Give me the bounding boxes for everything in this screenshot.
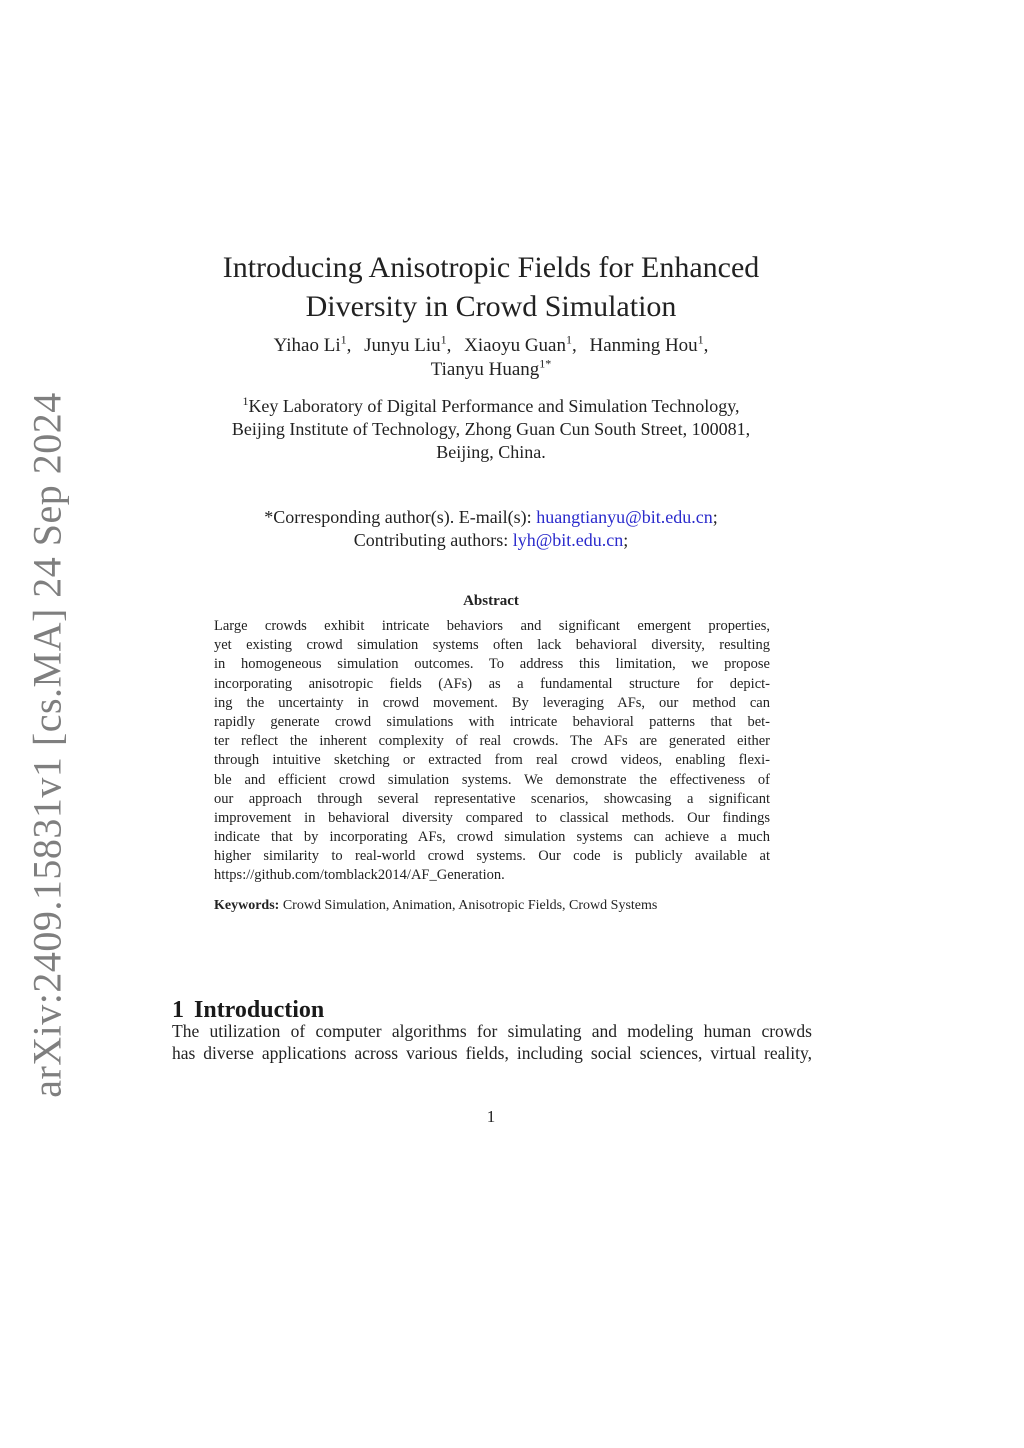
introduction-paragraph xyxy=(172,1020,812,1064)
author xyxy=(464,332,577,356)
affiliation xyxy=(0,395,982,464)
abstract-line: ing the uncertainty in crowd movement. By leveraging AFs, our method can xyxy=(214,694,770,711)
section-number: 1 xyxy=(172,996,184,1023)
paper-title xyxy=(0,248,982,326)
author xyxy=(364,332,452,356)
author-affiliation-mark: 1 xyxy=(697,332,704,347)
contributing-authors-line xyxy=(0,529,982,552)
section-title: Introduction xyxy=(194,996,325,1023)
abstract-line: our approach through several representative scenarios, showcasing a significant xyxy=(214,790,770,807)
abstract-line: ble and efficient crowd simulation systems. We demonstrate the effectiveness of xyxy=(214,771,770,788)
corresponding-email-link[interactable]: huangtianyu@bit.edu.cn xyxy=(536,507,713,527)
abstract-code-link[interactable]: https://github.com/tomblack2014/AF_Generation. xyxy=(214,867,505,884)
contributing-email-link[interactable]: lyh@bit.edu.cn xyxy=(512,530,624,550)
abstract-body xyxy=(214,617,770,886)
author-separator: , xyxy=(446,335,452,356)
author-name: Junyu Liu xyxy=(364,335,441,356)
affiliation-mark: 1 xyxy=(242,394,249,408)
author-separator: , xyxy=(703,335,709,356)
author xyxy=(430,356,552,380)
author-name: Yihao Li xyxy=(273,335,341,356)
contributing-label: Contributing authors: xyxy=(353,530,513,550)
abstract-line: yet existing crowd simulation systems often lack behavioral diversity, resulting xyxy=(214,637,770,654)
abstract-line: rapidly generate crowd simulations with intricate behavioral patterns that bet- xyxy=(214,713,770,730)
abstract-line: in homogeneous simulation outcomes. To address this limitation, we propose xyxy=(214,656,770,673)
abstract-line: incorporating anisotropic fields (AFs) as a fundamental structure for depict- xyxy=(214,675,770,692)
author-affiliation-mark: 1 xyxy=(340,332,347,347)
author-affiliation-mark: 1 xyxy=(440,332,447,347)
corresponding-author-line xyxy=(0,506,982,529)
abstract-line: through intuitive sketching or extracted from real crowd videos, enabling flexi- xyxy=(214,752,770,769)
title-line-1: Introducing Anisotropic Fields for Enhanced xyxy=(222,251,760,285)
arxiv-identifier-stamp: arXiv:2409.15831v1 [cs.MA] 24 Sep 2024 xyxy=(24,392,70,1098)
author-line-1 xyxy=(0,334,982,358)
affiliation-line-2: Beijing Institute of Technology, Zhong Guan Cun South Street, 100081, xyxy=(231,419,751,439)
author-separator: , xyxy=(346,335,352,356)
abstract-line: indicate that by incorporating AFs, crowd simulation systems can achieve a much xyxy=(214,829,770,846)
author-affiliation-mark: 1* xyxy=(539,356,552,371)
author-name: Xiaoyu Guan xyxy=(464,335,566,356)
author-separator: , xyxy=(571,335,577,356)
corresponding-label: *Corresponding author(s). E-mail(s): xyxy=(264,507,537,527)
paragraph-line: has diverse applications across various fields, including social sciences, virtual reality, xyxy=(172,1043,812,1063)
abstract-line: higher similarity to real-world crowd systems. Our code is publicly available at xyxy=(214,848,770,865)
author xyxy=(589,332,709,356)
abstract-line: ter reflect the inherent complexity of real crowds. The AFs are generated either xyxy=(214,733,770,750)
abstract-line: improvement in behavioral diversity compared to classical methods. Our findings xyxy=(214,809,770,826)
abstract-heading: Abstract xyxy=(463,593,519,609)
author-name: Tianyu Huang xyxy=(430,359,540,380)
author-list xyxy=(0,334,982,382)
affiliation-text: Key Laboratory of Digital Performance and Simulation Technology, xyxy=(248,396,740,416)
page-number: 1 xyxy=(486,1107,496,1126)
abstract-line: Large crowds exhibit intricate behaviors and significant emergent properties, xyxy=(214,618,770,634)
author-affiliation-mark: 1 xyxy=(565,332,572,347)
keywords xyxy=(214,898,657,914)
author-line-2 xyxy=(0,358,982,382)
keywords-text: Crowd Simulation, Animation, Anisotropic Fields, Crowd Systems xyxy=(282,898,658,913)
author xyxy=(273,332,352,356)
affiliation-line-1 xyxy=(0,395,982,418)
author-name: Hanming Hou xyxy=(589,335,698,356)
punctuation: ; xyxy=(623,530,629,550)
keywords-label: Keywords: xyxy=(214,898,280,913)
correspondence-info xyxy=(0,506,982,552)
paragraph-line: The utilization of computer algorithms for simulating and modeling human crowds xyxy=(172,1021,812,1041)
title-line-2: Diversity in Crowd Simulation xyxy=(305,290,677,324)
affiliation-line-3: Beijing, China. xyxy=(436,442,546,462)
punctuation: ; xyxy=(712,507,718,527)
